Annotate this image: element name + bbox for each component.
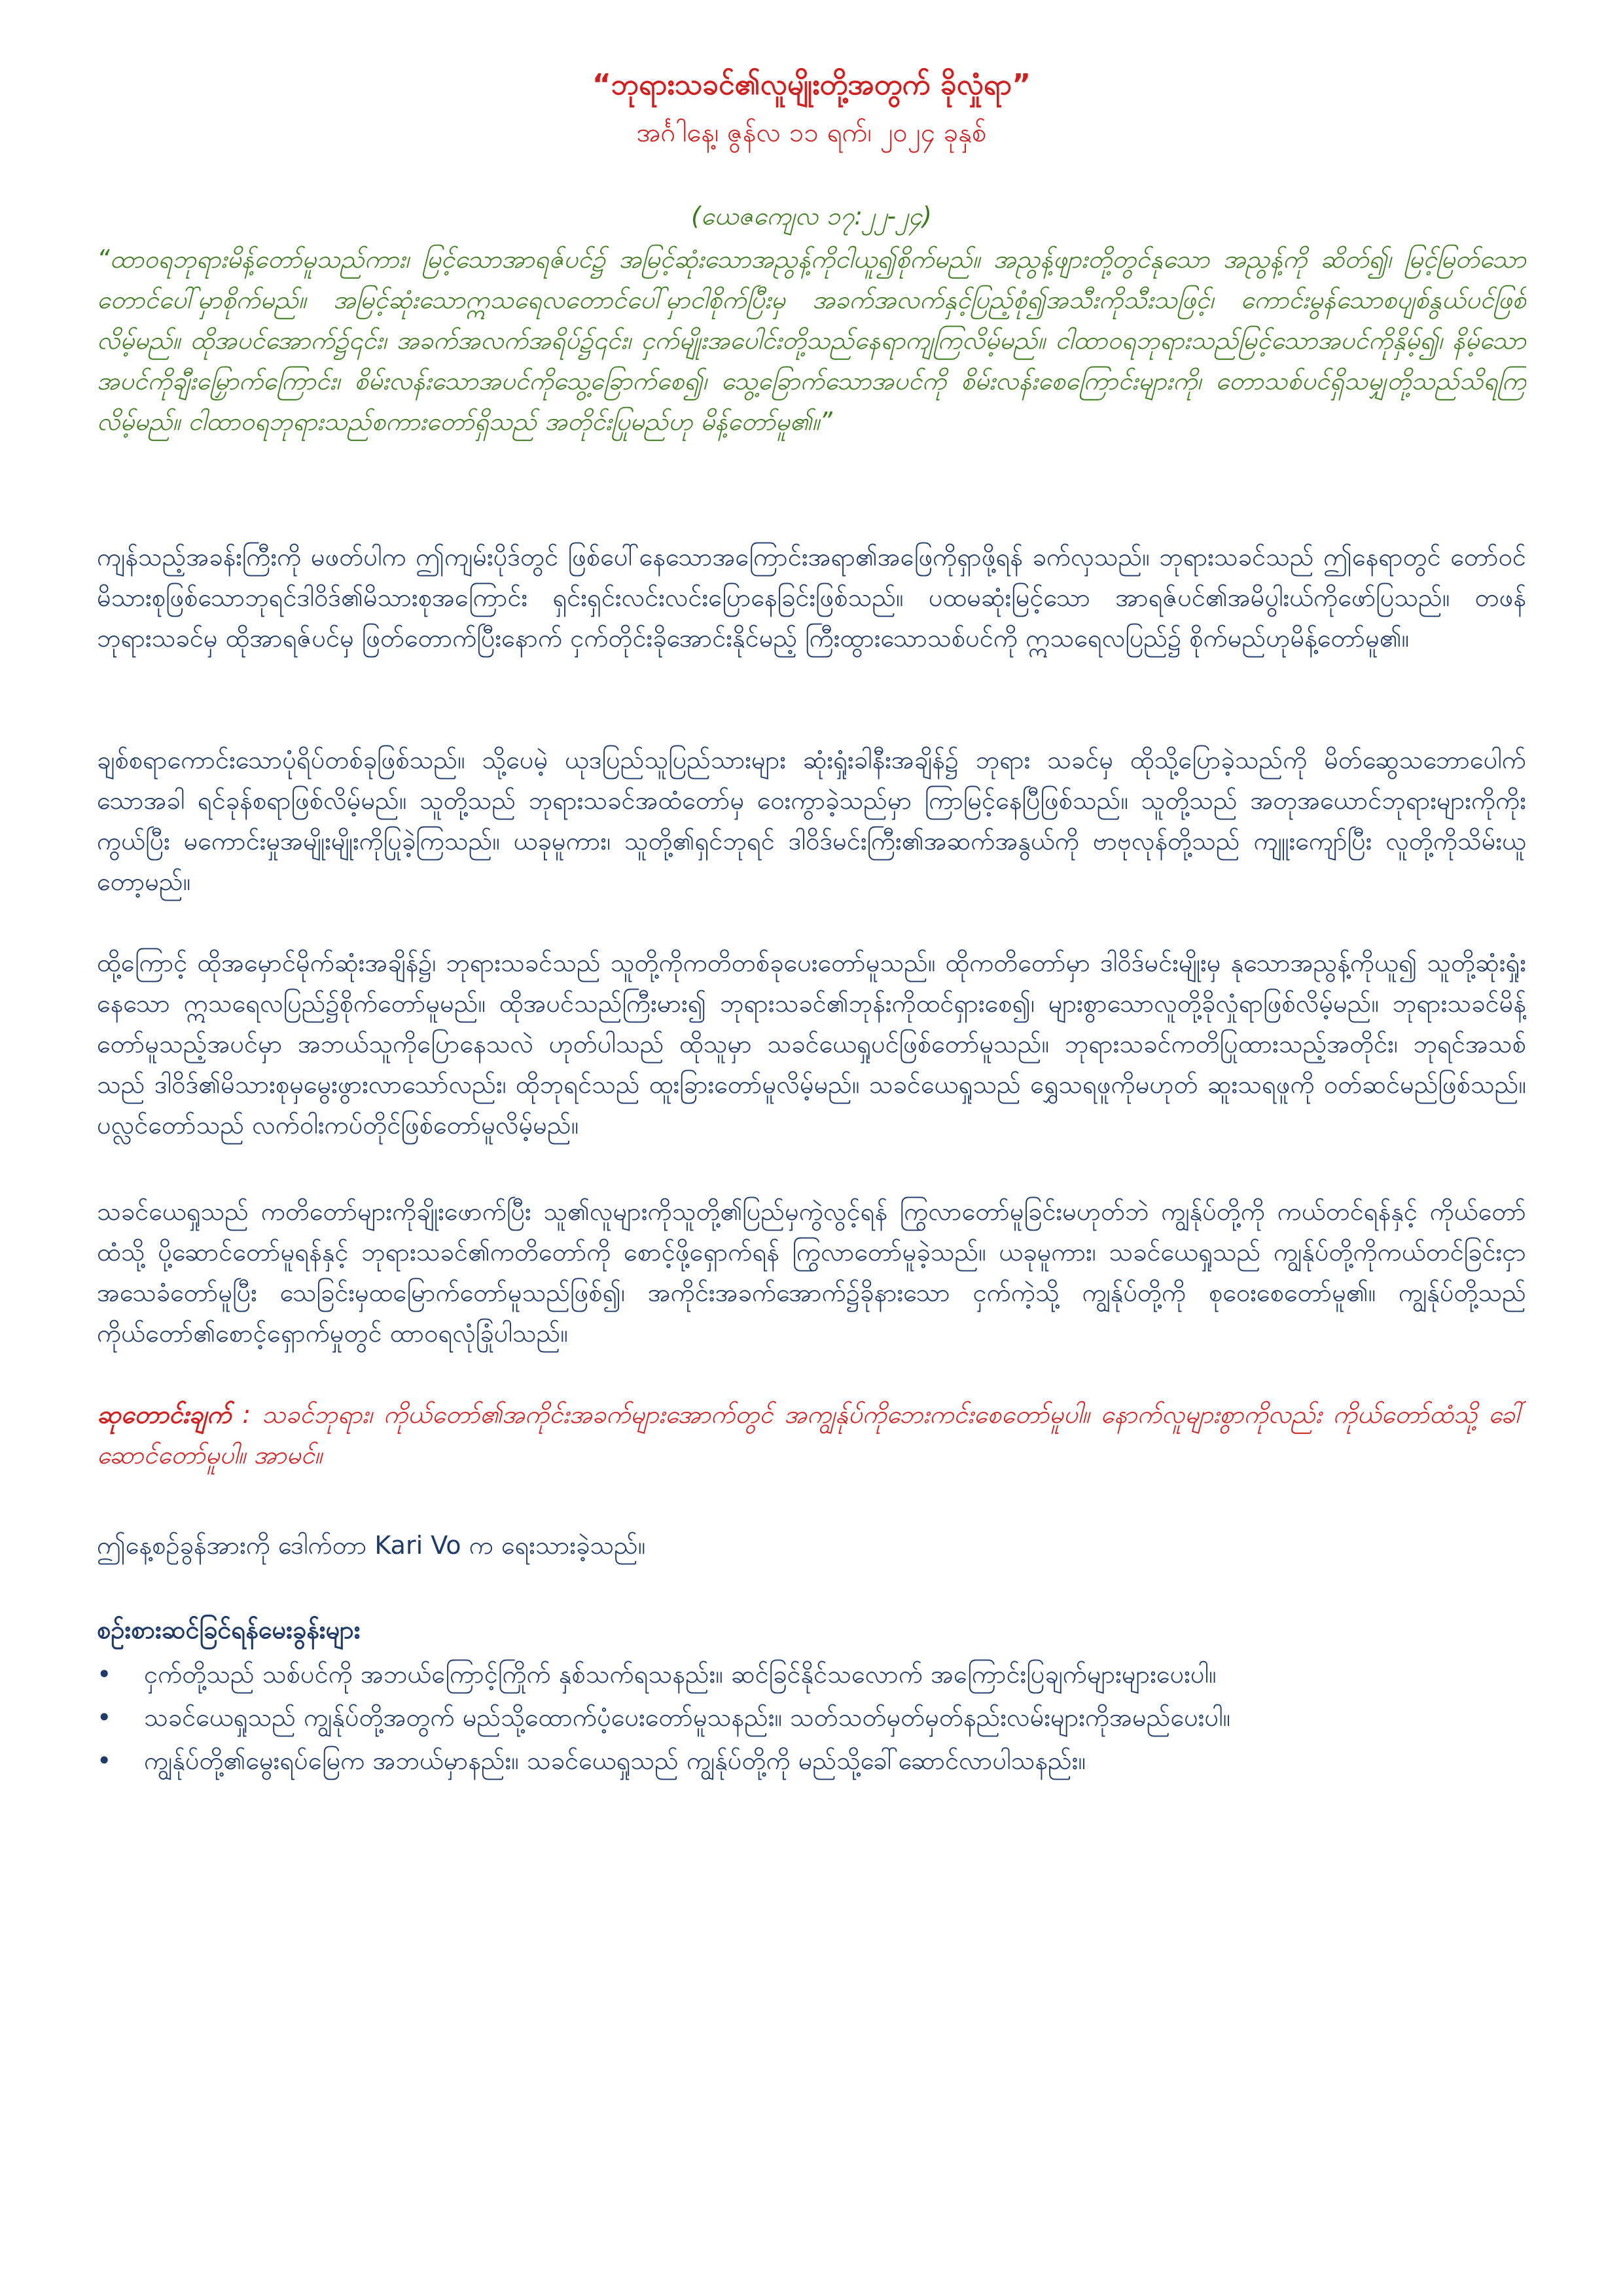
author-credit: ဤနေ့စဉ်ခွန်အားကို ဒေါက်တာ Kari Vo က ရေးသားခဲ့သည်။ [97,1531,646,1560]
prayer [97,1394,1526,1479]
list-item [97,1739,1526,1782]
body-paragraph-4: သခင်ယေရှုသည် ကတိတော်များကိုချိုးဖောက်ပြီး သူ၏လူများကိုသူတို့၏ပြည်မှကွဲလွင့်ရန် ကြွလာတော်မူခြင်းမဟုတ်ဘဲ ကျွန်ုပ်တို့ကို ကယ်တင်ရန်နှင့် ကိုယ်တော်ထံသို့ ပို့ဆောင်တော်မူရန်နှင့် ဘုရားသခင်၏ကတိတော်ကို စောင့်ဖို့ရှောက်ရန် ကြွလာတော်မူခဲ့သည်။ ယခုမူကား၊ သခင်ယေရှုသည် ကျွန်ုပ်တို့ကိုကယ်တင်ခြင်းငှာ အသေခံတော်မူပြီး သေခြင်းမှထမြောက်တော်မူသည်ဖြစ်၍၊ အကိုင်းအခက်အောက်၌ခိုနားသော ငှက်ကဲ့သို့ ကျွန်ုပ်တို့ကို စုဝေးစေတော်မူ၏။ ကျွန်ုပ်တို့သည် ကိုယ်တော်၏စောင့်ရှောက်မှုတွင် ထာဝရလုံခြုံပါသည်။ [97,1197,1526,1348]
body-paragraph-1: ကျန်သည့်အခန်းကြီးကို မဖတ်ပါက ဤကျမ်းပိုဒ်တွင် ဖြစ်ပေါ်နေသောအကြောင်းအရာ၏အဖြေကိုရှာဖို့ရန် ခက်လှသည်။ ဘုရားသခင်သည် ဤနေရာတွင် တော်ဝင်မိသားစုဖြစ်သောဘုရင်ဒါဝိဒ်၏မိသားစုအကြောင်း ရှင်းရှင်းလင်းလင်းပြောနေခြင်းဖြစ်သည်။ ပထမဆုံးမြင့်သော အာရဇ်ပင်၏အမိပွါးယ်ကိုဖော်ပြသည်။ တဖန်ဘုရားသခင်မှ ထိုအာရဇ်ပင်မှ ဖြတ်တောက်ပြီးနောက် ငှက်တိုင်းခိုအောင်းနိုင်မည့် ကြီးထွားသောသစ်ပင်ကို ဣသရေလပြည်၌ စိုက်မည်ဟုမိန့်တော်မူ၏။ [97,543,1526,653]
body-paragraph-2: ချစ်စရာကောင်းသောပုံရိပ်တစ်ခုဖြစ်သည်။ သို့ပေမဲ့ ယုဒပြည်သူပြည်သားများ ဆုံးရှုံးခါနီးအချိန်၌ ဘုရား သခင်မှ ထိုသို့ပြောခဲ့သည်ကို မိတ်ဆွေသဘောပေါက်သောအခါ ရင်ခုန်စရာဖြစ်လိမ့်မည်။ သူတို့သည် ဘုရားသခင်အထံတော်မှ ဝေးကွာခဲ့သည်မှာ ကြာမြင့်နေပြီဖြစ်သည်။ သူတို့သည် အတုအယောင်ဘုရားများကိုကိုးကွယ်ပြီး မကောင်းမှုအမျိုးမျိုးကိုပြုခဲ့ကြသည်။ ယခုမူကား၊ သူတို့၏ရှင်ဘုရင် ဒါဝိဒ်မင်းကြီး၏အဆက်အနွယ်ကို ဗာဗုလုန်တို့သည် ကျူးကျော်ပြီး လူတို့ကိုသိမ်းယူတော့မည်။ [97,745,1526,896]
prayer-label: ဆုတောင်းချက် [97,1400,232,1429]
scripture-text: “ထာဝရဘုရားမိန့်တော်မူသည်ကား၊ မြင့်သောအာရဇ်ပင်၌ အမြင့်ဆုံးသောအညွန့်ကိုငါယူ၍စိုက်မည်။ အညွန့်ဖျားတို့တွင်နုသော အညွန့်ကို ဆိတ်၍၊ မြင့်မြတ်သောတောင်ပေါ်မှာစိုက်မည်။ အမြင့်ဆုံးသောဣသရေလတောင်ပေါ်မှာငါစိုက်ပြီးမှ အခက်အလက်နှင့်ပြည့်စုံ၍အသီးကိုသီးသဖြင့်၊ ကောင်းမွန်သောစပျစ်နွယ်ပင်ဖြစ်လိမ့်မည်။ ထိုအပင်အောက်၌၎င်း၊ အခက်အလက်အရိပ်၌၎င်း၊ ငှက်မျိုးအပေါင်းတို့သည်နေရာကျကြလိမ့်မည်။ ငါထာဝရဘုရားသည်မြင့်သောအပင်ကိုနှိမ့်၍၊ နိမ့်သောအပင်ကိုချီးမြှောက်ကြောင်း၊ စိမ်းလန်းသောအပင်ကိုသွေ့ခြောက်စေ၍၊ သွေ့ခြောက်သောအပင်ကို စိမ်းလန်းစေကြောင်းများကို၊ တောသစ်ပင်ရှိသမျှတို့သည်သိရကြလိမ့်မည်။ ငါထာဝရဘုရားသည်စကားတော်ရှိသည် အတိုင်းပြုမည်ဟု မိန့်တော်မူ၏။” [97,245,1526,436]
questions-list [97,1653,1526,1782]
list-item [97,1653,1526,1696]
questions-heading: စဉ်းစားဆင်ခြင်ရန်မေးခွန်းများ [97,1615,361,1644]
page-title: “ဘုရားသခင်၏လူမျိုးတို့အတွက် ခိုလှုံရာ” [592,68,1031,101]
bullet-icon: • [97,1703,112,1732]
prayer-text: : သခင်ဘုရား၊ ကိုယ်တော်၏အကိုင်းအခက်များအောက်တွင် အကျွန်ုပ်ကိုဘေးကင်းစေတော်မူပါ။ နောက်လူများစွာကိုလည်း ကိုယ်တော်ထံသို့ ခေါ်ဆောင်တော်မူပါ။ အာမင်။ [97,1400,1526,1469]
page-date: အင်္ဂါနေ့၊ ဇွန်လ ၁၁ ရက်၊ ၂၀၂၄ ခုနှစ် [636,118,987,148]
question-text: ကျွန်ုပ်တို့၏မွေးရပ်မြေက အဘယ်မှာနည်း။ သခင်ယေရှုသည် ကျွန်ုပ်တို့ကို မည်သို့ခေါ်ဆောင်လာပါသနည်း။ [144,1746,1086,1775]
question-text: ငှက်တို့သည် သစ်ပင်ကို အဘယ်ကြောင့်ကြိုက် နှစ်သက်ရသနည်း။ ဆင်ခြင်နိုင်သလောက် အကြောင်းပြချက်များများပေးပါ။ [144,1660,1217,1689]
bullet-icon: • [97,1746,112,1775]
bullet-icon: • [97,1660,112,1689]
body-paragraph-3: ထို့ကြောင့် ထိုအမှောင်မိုက်ဆုံးအချိန်၌၊ ဘုရားသခင်သည် သူတို့ကိုကတိတစ်ခုပေးတော်မူသည်။ ထိုကတိတော်မှာ ဒါဝိဒ်မင်းမျိုးမှ နုသောအညွန့်ကိုယူ၍ သူတို့ဆုံးရှုံးနေသော ဣသရေလပြည်၌စိုက်တော်မူမည်။ ထိုအပင်သည်ကြီးမား၍ ဘုရားသခင်၏ဘုန်းကိုထင်ရှားစေ၍၊ များစွာသောလူတို့ခိုလှုံရာဖြစ်လိမ့်မည်။ ဘုရားသခင်မိန့်တော်မူသည့်အပင်မှာ အဘယ်သူကိုပြောနေသလဲ ဟုတ်ပါသည် ထိုသူမှာ သခင်ယေရှုပင်ဖြစ်တော်မူသည်။ ဘုရားသခင်ကတိပြုထားသည့်အတိုင်း၊ ဘုရင်အသစ်သည် ဒါဝိဒ်၏မိသားစုမှမွေးဖွားလာသော်လည်း၊ ထိုဘုရင်သည် ထူးခြားတော်မူလိမ့်မည်။ သခင်ယေရှုသည် ရွှေသရဖူကိုမဟုတ် ဆူးသရဖူကို ဝတ်ဆင်မည်ဖြစ်သည်။ ပလ္လင်တော်သည် လက်ဝါးကပ်တိုင်ဖြစ်တော်မူလိမ့်မည်။ [97,948,1526,1139]
question-text: သခင်ယေရှုသည် ကျွန်ုပ်တို့အတွက် မည်သို့ထောက်ပံ့ပေးတော်မူသနည်း။ သတ်သတ်မှတ်မှတ်နည်းလမ်းများကိုအမည်ပေးပါ။ [144,1703,1231,1732]
scripture-reference: (ယေဇကျေလ ၁၇:၂၂-၂၄) [691,202,932,230]
list-item [97,1696,1526,1739]
